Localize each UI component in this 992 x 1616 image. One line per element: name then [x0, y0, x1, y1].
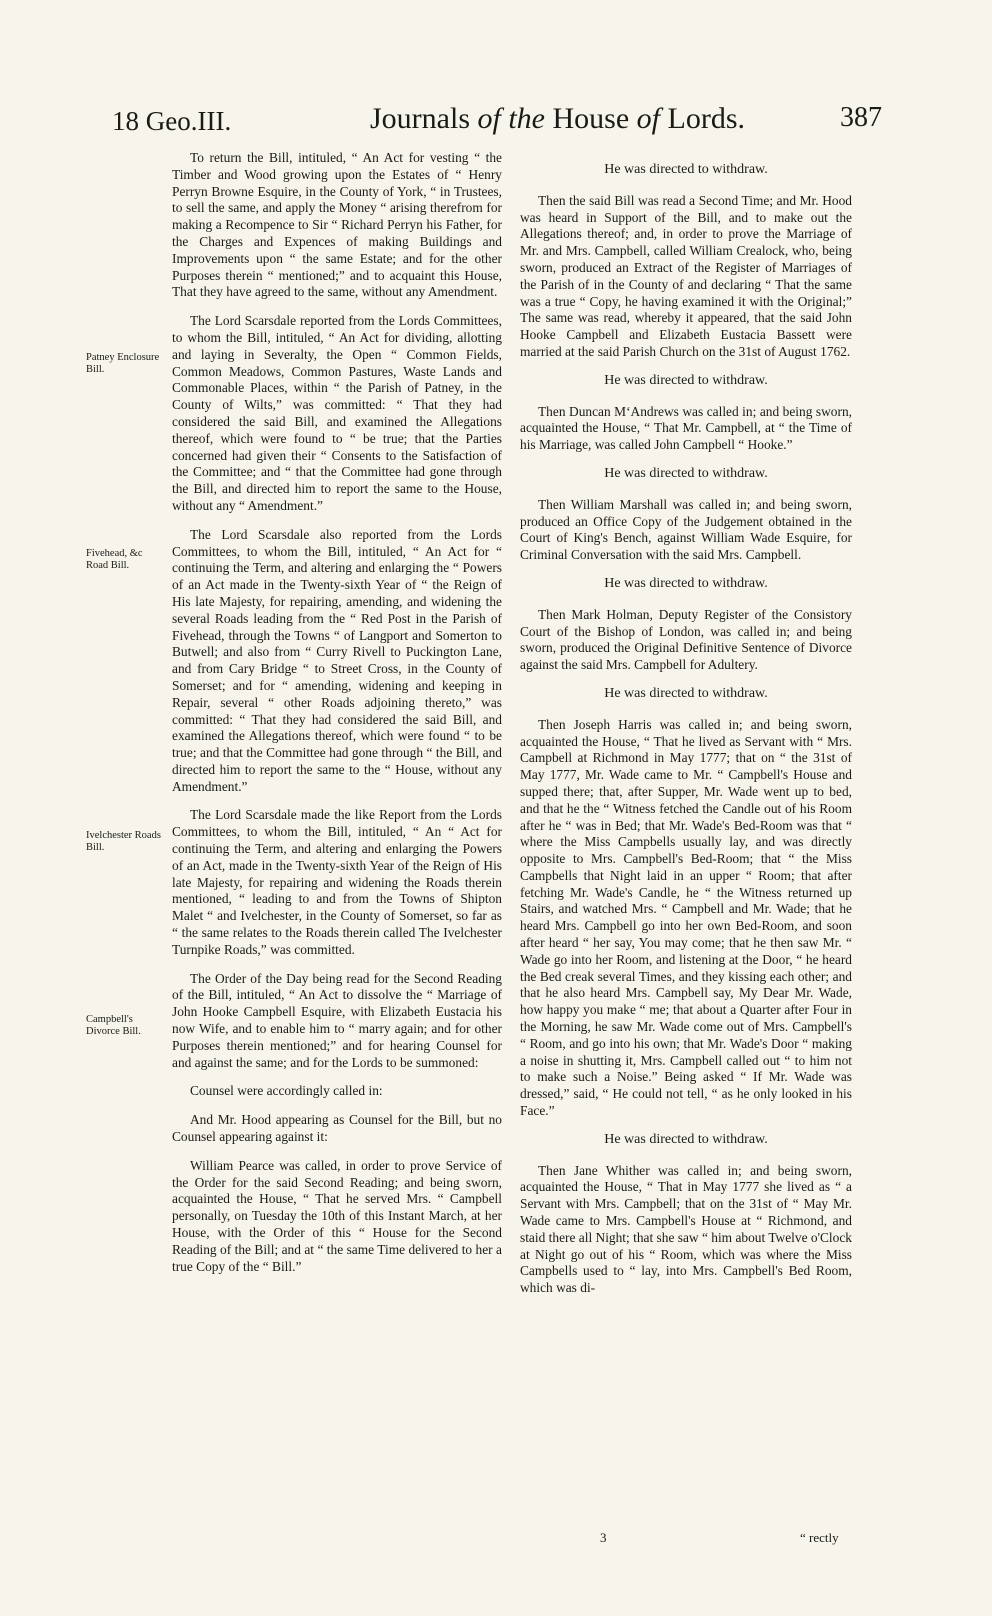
paragraph-jane-whither: Then Jane Whither was called in; and being sworn, acquainted the House, “ That in May 1777 she lived as “ a Servant with Mrs. Campbell; that on the 31st of “ May Mr. Wade came to Mrs. Campbell's House at “ Richmond, and staid there all Night; that she saw “ him about Twelve o'Clock at Night go out of his “ Room, which was where the Miss Campbells used to “ lay, into Mrs. Campbell's Bed Room, which was di- [520, 1162, 852, 1296]
paragraph-joseph-harris: Then Joseph Harris was called in; and being sworn, acquainted the House, “ That he lived as Servant with “ Mrs. Campbell at Richmond in May 1777; that on “ the 31st of May 1777, Mr. Wade came to Mr. “ Campbell's House and supped there; that, after Supper, Mr. Wade went up to bed, and that he the “ Witness fetched the Candle out of his Room after he “ was in Bed; that Mr. Wade's Bed-Room was that “ where the Miss Campbells usually lay, and was directly opposite to Mrs. Campbell's Bed-Room; that “ the Miss Campbells that Night laid in an upper “ Room; that after fetching Mr. Wade's Candle, he “ the Witness returned up Stairs, and watched Mrs. “ Campbell and Mr. Wade; that he heard Mrs. Campbell go into her own Bed-Room, and soon after heard “ her say, You may come; that he then saw Mr. “ Wade go into her Room, and listening at the Door, “ he heard the Bed creak several Times, and they kissing each other; and that he also heard Mrs. Campbell say, My Dear Mr. Wade, how happy you make “ me; that about a Quarter after Four in the Morning, he saw Mr. Wade come out of Mrs. Campbell's “ Room, and go into his own; that Mr. Wade's Door “ making a noise in shutting it, Mrs. Campbell called out “ to him not to make such a Noise.” Being asked “ If Mr. Wade was dressed,” said, “ He could not tell, “ as he only looked in his Face.” [520, 716, 852, 1119]
margin-note-fivehead: Fivehead, &c Road Bill. [86, 548, 143, 571]
margin-note-campbell: Campbell's Divorce Bill. [86, 1014, 141, 1037]
withdraw-line: He was directed to withdraw. [604, 575, 768, 591]
signature-mark: 3 [600, 1530, 607, 1545]
regnal-year: 18 Geo.III. [112, 106, 232, 136]
withdraw-line: He was directed to withdraw. [604, 685, 768, 701]
withdraw-line: He was directed to withdraw. [604, 1131, 768, 1147]
paragraph-campbell-order: The Order of the Day being read for the Second Reading of the Bill, intituled, “ An Act to dissolve the “ Marriage of John Hooke Campbell Esquire, with Elizabeth Eustacia his now Wife, and to enable him to “ marry again; and for other Purposes therein mentioned;” and for hearing Counsel for and against the same; and for the Lords to be summoned: [172, 970, 502, 1070]
running-header [0, 100, 992, 148]
page-number: 387 [840, 102, 882, 133]
paragraph-duncan-mandrews: Then Duncan M‘Andrews was called in; and being sworn, acquainted the House, “ That Mr. Campbell, at “ the Time of his Marriage, was called John Campbell “ Hooke.” [520, 403, 852, 453]
margin-note-ivelchester: Ivelchester Roads Bill. [86, 830, 161, 853]
catchword: “ rectly [800, 1530, 839, 1545]
paragraph-patney-report: The Lord Scarsdale reported from the Lords Committees, to whom the Bill, intituled, “ An Act for dividing, allotting and laying in Severalty, the Open “ Common Fields, Common Meadows, Common Pastures, Waste Lands and Commonable Places, within “ the Parish of Patney, in the County of Wilts,” was committed: “ That they had considered the said Bill, and examined the Allegations thereof, which were found to “ be true; that the Parties concerned had given their “ Consents to the Satisfaction of the Committee; and “ that the Committee had gone through the Bill, and directed him to report the same to the House, without any “ Amendment.” [172, 313, 502, 513]
paragraph-mr-hood: And Mr. Hood appearing as Counsel for the Bill, but no Counsel appearing against it: [172, 1112, 502, 1145]
left-column [172, 150, 502, 1287]
margin-note-patney: Patney Enclosure Bill. [86, 352, 160, 375]
paragraph-return-bill: To return the Bill, intituled, “ An Act for vesting “ the Timber and Wood growing upon the Estates of “ Henry Perryn Browne Esquire, in the County of York, “ in Trustees, to sell the same, and apply the Money “ arising therefrom for making a Recompence to Sir “ Richard Perryn his Father, for the Charges and Expences of making Buildings and Improvements upon “ the same Estate; and for the other Purposes therein “ mentioned;” and to acquaint this House, That they have agreed to the same, without any Amendment. [172, 150, 502, 300]
paragraph-fivehead-report: The Lord Scarsdale also reported from the Lords Committees, to whom the Bill, intituled, “ An Act for “ continuing the Term, and altering and enlarging the “ Powers of an Act made in the Twenty-sixth Year of “ the Reign of His late Majesty, for repairing, amending, and widening the several Roads leading from the “ Red Post in the Parish of Fivehead, through the Towns “ of Langport and Somerton to Butwell; and also from “ Curry Rivell to Puckington Lane, and from Cary Bridge “ to Street Cross, in the County of Somerset; and for “ amending, widening and keeping in Repair, several “ other Roads adjoining thereto,” was committed: “ That they had considered the said Bill, and examined the Allegations thereof, which were found “ to be true; and that the Committee had gone through “ the Bill, and directed him to report the same to the “ House, without any Amendment.” [172, 526, 502, 794]
title-word-house: House [552, 102, 630, 135]
title-word-journals: Journals [370, 102, 470, 135]
paragraph-william-marshall: Then William Marshall was called in; and being sworn, produced an Office Copy of the Judgement obtained in the Court of King's Bench, against William Wade Esquire, for Criminal Conversation with the said Mrs. Campbell. [520, 496, 852, 563]
paragraph-mark-holman: Then Mark Holman, Deputy Register of the Consistory Court of the Bishop of London, was called in; and being sworn, produced the Original Definitive Sentence of Divorce against the said Mrs. Campbell for Adultery. [520, 606, 852, 673]
withdraw-line: He was directed to withdraw. [604, 465, 768, 481]
journal-title [370, 102, 745, 136]
title-word-of-the: of the [477, 102, 545, 135]
right-column [520, 150, 852, 1309]
paragraph-second-reading: Then the said Bill was read a Second Time; and Mr. Hood was heard in Support of the Bill, and to make out the Allegations thereof; and, in order to prove the Marriage of Mr. and Mrs. Campbell, called William Crealock, who, being sworn, produced an Extract of the Register of Marriages of the Parish of in the County of and declaring “ That the same was a true “ Copy, he having examined it with the Original;” The same was read, whereby it appeared, that the said John Hooke Campbell and Elizabeth Eustacia Bassett were married at the said Parish Church on the 31st of August 1762. [520, 192, 852, 359]
withdraw-line: He was directed to withdraw. [604, 372, 768, 388]
paragraph-counsel-called: Counsel were accordingly called in: [190, 1083, 383, 1099]
paragraph-ivelchester-report: The Lord Scarsdale made the like Report from the Lords Committees, to whom the Bill, intituled, “ An “ Act for continuing the Term, and altering and enlarging the Powers of an Act, made in the Twenty-sixth Year of the Reign of His late Majesty, for repairing and widening the Roads therein mentioned, “ leading to and from the Towns of Shipton Malet “ and Ivelchester, in the County of Somerset, so far as “ the same relates to the Roads therein called The Ivelchester Turnpike Roads,” was committed. [172, 807, 502, 957]
title-word-lords: Lords. [667, 102, 745, 135]
title-word-of: of [636, 102, 660, 135]
withdraw-line: He was directed to withdraw. [604, 162, 768, 177]
paragraph-william-pearce: William Pearce was called, in order to prove Service of the Order for the said Second Reading; and being sworn, acquainted the House, “ That he served Mrs. “ Campbell personally, on Tuesday the 10th of this Instant March, at her House, with the Order of this “ House for the Second Reading of the Bill; and at “ the same Time delivered to her a true Copy of the “ Bill.” [172, 1157, 502, 1274]
